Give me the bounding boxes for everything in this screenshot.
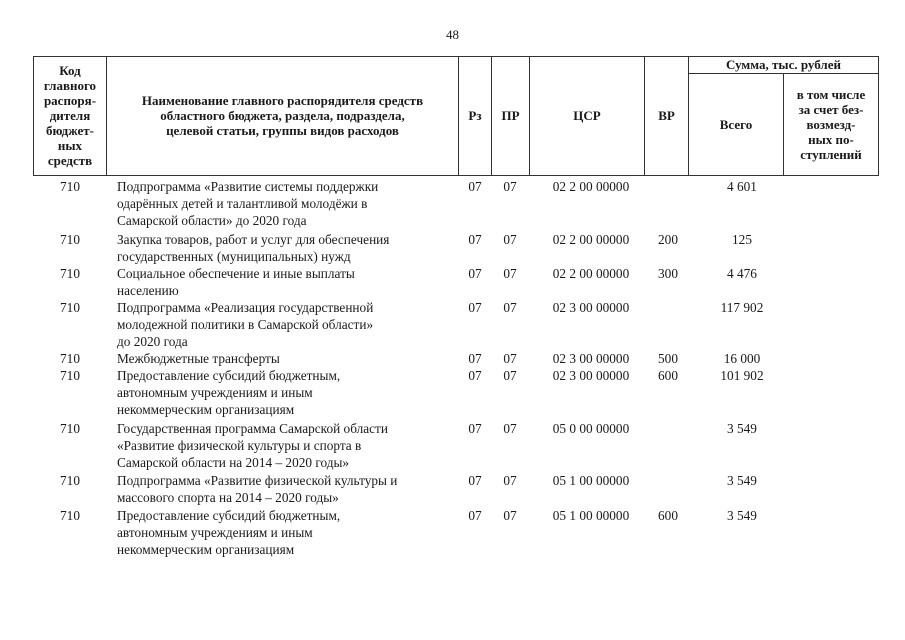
cell-code: 710 <box>60 368 80 383</box>
cell-vr: 600 <box>658 368 678 383</box>
cell-name: Закупка товаров, работ и услуг для обеспечения государственных (муниципальных) нужд <box>117 232 390 264</box>
cell-name: Предоставление субсидий бюджетным, автономным учреждениям и иным некоммерческим организациям <box>117 508 341 557</box>
header-name: Наименование главного распорядителя средств областного бюджета, раздела, подраздела, целевой статьи, группы видов расходов <box>141 93 424 138</box>
cell-name: Подпрограмма «Развитие системы поддержки одарённых детей и талантливой молодёжи в Самарской области» до 2020 года <box>117 179 379 228</box>
cell-pr: 07 <box>503 508 517 523</box>
cell-rz: 07 <box>468 266 482 281</box>
cell-pr: 07 <box>503 351 517 366</box>
cell-code: 710 <box>60 351 80 366</box>
header-csr: ЦСР <box>573 108 601 123</box>
cell-total: 117 902 <box>720 300 764 315</box>
cell-name: Подпрограмма «Реализация государственной молодежной политики в Самарской области» до 2020 года <box>117 300 374 349</box>
cell-code: 710 <box>60 508 80 523</box>
page-number: 48 <box>446 27 459 42</box>
cell-pr: 07 <box>503 266 517 281</box>
header-code: Код главного распоря- дителя бюджет- ных средств <box>43 63 97 168</box>
cell-rz: 07 <box>468 508 482 523</box>
cell-total: 16 000 <box>723 351 761 366</box>
cell-vr: 600 <box>658 508 678 523</box>
header-sum: Сумма, тыс. рублей <box>726 57 841 72</box>
cell-code: 710 <box>60 266 80 281</box>
header-total: Всего <box>719 117 753 132</box>
cell-rz: 07 <box>468 232 482 247</box>
cell-code: 710 <box>60 421 80 436</box>
cell-total: 3 549 <box>727 508 757 523</box>
cell-rz: 07 <box>468 300 482 315</box>
header-rz: Рз <box>468 108 482 123</box>
cell-total: 3 549 <box>727 421 757 436</box>
cell-total: 4 601 <box>727 179 757 194</box>
cell-name: Предоставление субсидий бюджетным, автономным учреждениям и иным некоммерческим организациям <box>117 368 341 417</box>
cell-total: 3 549 <box>727 473 757 488</box>
cell-name: Подпрограмма «Развитие физической культуры и массового спорта на 2014 – 2020 годы» <box>117 473 398 505</box>
header-grants: в том числе за счет без- возмезд- ных по- ступлений <box>796 87 866 162</box>
cell-pr: 07 <box>503 473 517 488</box>
cell-name: Межбюджетные трансферты <box>117 351 280 366</box>
cell-total: 125 <box>732 232 752 247</box>
cell-total: 4 476 <box>727 266 757 281</box>
cell-pr: 07 <box>503 421 517 436</box>
cell-vr: 200 <box>658 232 678 247</box>
cell-csr: 05 0 00 00000 <box>552 421 630 436</box>
cell-csr: 02 2 00 00000 <box>552 179 630 194</box>
cell-rz: 07 <box>468 421 482 436</box>
cell-code: 710 <box>60 300 80 315</box>
cell-vr: 500 <box>658 351 678 366</box>
cell-name: Государственная программа Самарской области «Развитие физической культуры и спорта в Самарской области на 2014 – 2020 годы» <box>117 421 388 470</box>
cell-csr: 02 2 00 00000 <box>552 232 630 247</box>
cell-pr: 07 <box>503 232 517 247</box>
cell-name: Социальное обеспечение и иные выплаты населению <box>117 266 355 298</box>
cell-rz: 07 <box>468 473 482 488</box>
cell-csr: 02 3 00 00000 <box>552 368 630 383</box>
header-pr: ПР <box>501 108 520 123</box>
cell-csr: 02 3 00 00000 <box>552 300 630 315</box>
cell-csr: 05 1 00 00000 <box>552 508 630 523</box>
cell-code: 710 <box>60 232 80 247</box>
cell-total: 101 902 <box>720 368 764 383</box>
cell-code: 710 <box>60 179 80 194</box>
header-vr: ВР <box>658 108 675 123</box>
cell-vr: 300 <box>658 266 678 281</box>
cell-pr: 07 <box>503 179 517 194</box>
cell-pr: 07 <box>503 368 517 383</box>
cell-rz: 07 <box>468 368 482 383</box>
cell-csr: 02 3 00 00000 <box>552 351 630 366</box>
cell-rz: 07 <box>468 179 482 194</box>
header-border-right <box>878 56 879 176</box>
header-bottom-border <box>33 175 878 176</box>
cell-csr: 05 1 00 00000 <box>552 473 630 488</box>
cell-code: 710 <box>60 473 80 488</box>
cell-pr: 07 <box>503 300 517 315</box>
cell-rz: 07 <box>468 351 482 366</box>
cell-csr: 02 2 00 00000 <box>552 266 630 281</box>
table-header <box>33 56 878 176</box>
